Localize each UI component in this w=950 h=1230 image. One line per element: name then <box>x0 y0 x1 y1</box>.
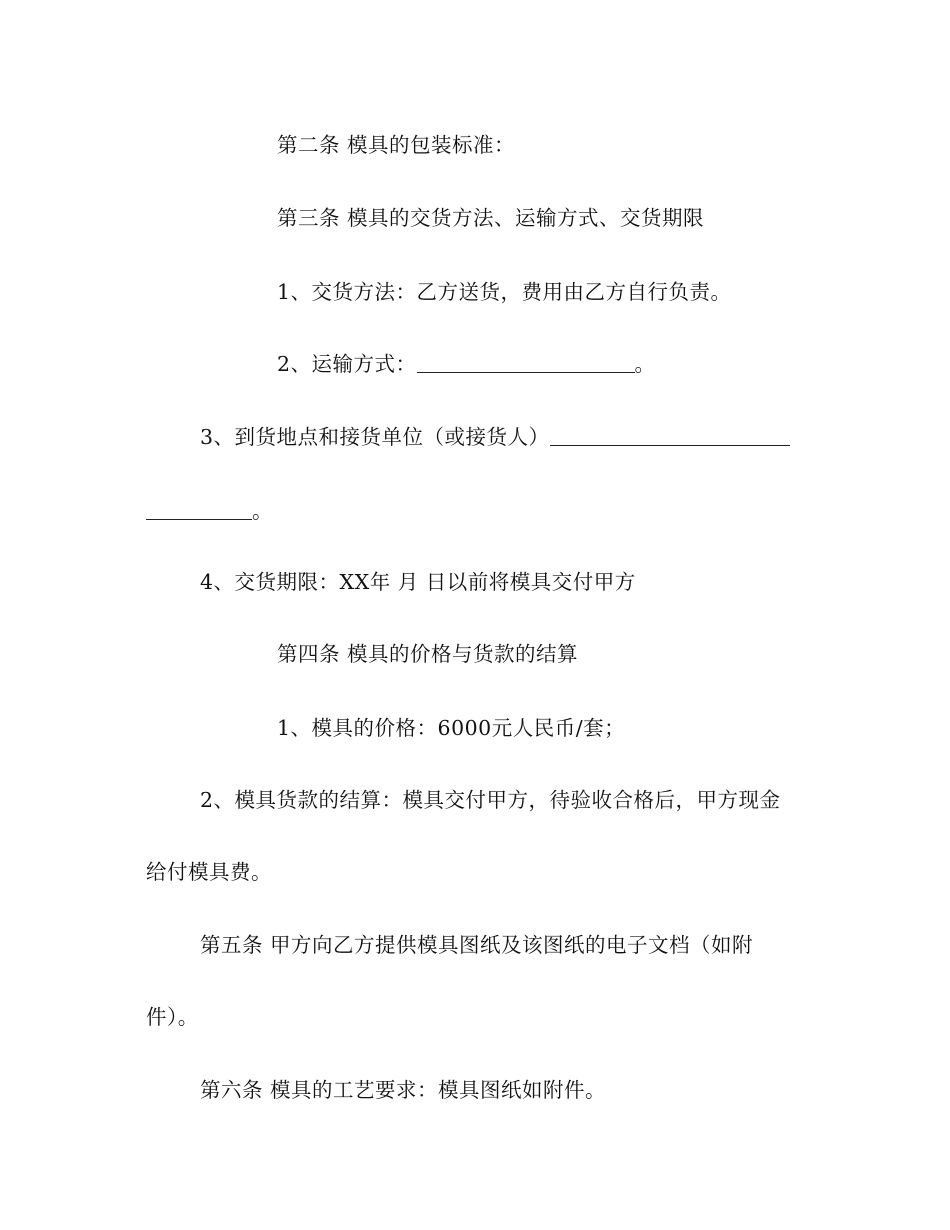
article-6-line: 第六条 模具的工艺要求：模具图纸如附件。 <box>200 1078 607 1102</box>
price-line: 1、模具的价格：6000元人民币/套； <box>277 716 626 740</box>
delivery-place-end: 。 <box>252 499 273 523</box>
delivery-place-continuation <box>146 497 273 525</box>
transport-method-end: 。 <box>634 352 656 376</box>
delivery-place-blank-2 <box>146 499 252 520</box>
transport-method-blank <box>417 352 635 373</box>
payment-line-continuation: 给付模具费。 <box>146 860 272 884</box>
article-5-continuation: 件）。 <box>146 1005 199 1029</box>
delivery-place-blank <box>550 425 790 446</box>
article-2-heading: 第二条 模具的包装标准： <box>277 133 516 157</box>
delivery-place-line <box>200 423 790 451</box>
article-4-heading: 第四条 模具的价格与货款的结算 <box>277 642 579 666</box>
payment-line: 2、模具货款的结算：模具交付甲方，待验收合格后，甲方现金 <box>200 788 781 812</box>
transport-method-label: 2、运输方式： <box>277 352 417 376</box>
delivery-deadline-line: 4、交货期限：XX年 月 日以前将模具交付甲方 <box>200 570 636 594</box>
transport-method-line <box>277 350 656 378</box>
delivery-method-line: 1、交货方法：乙方送货，费用由乙方自行负责。 <box>277 280 732 304</box>
article-5-line: 第五条 甲方向乙方提供模具图纸及该图纸的电子文档（如附 <box>200 933 754 957</box>
article-3-heading: 第三条 模具的交货方法、运输方式、交货期限 <box>277 206 705 230</box>
delivery-place-label: 3、到货地点和接货单位（或接货人） <box>200 425 550 449</box>
